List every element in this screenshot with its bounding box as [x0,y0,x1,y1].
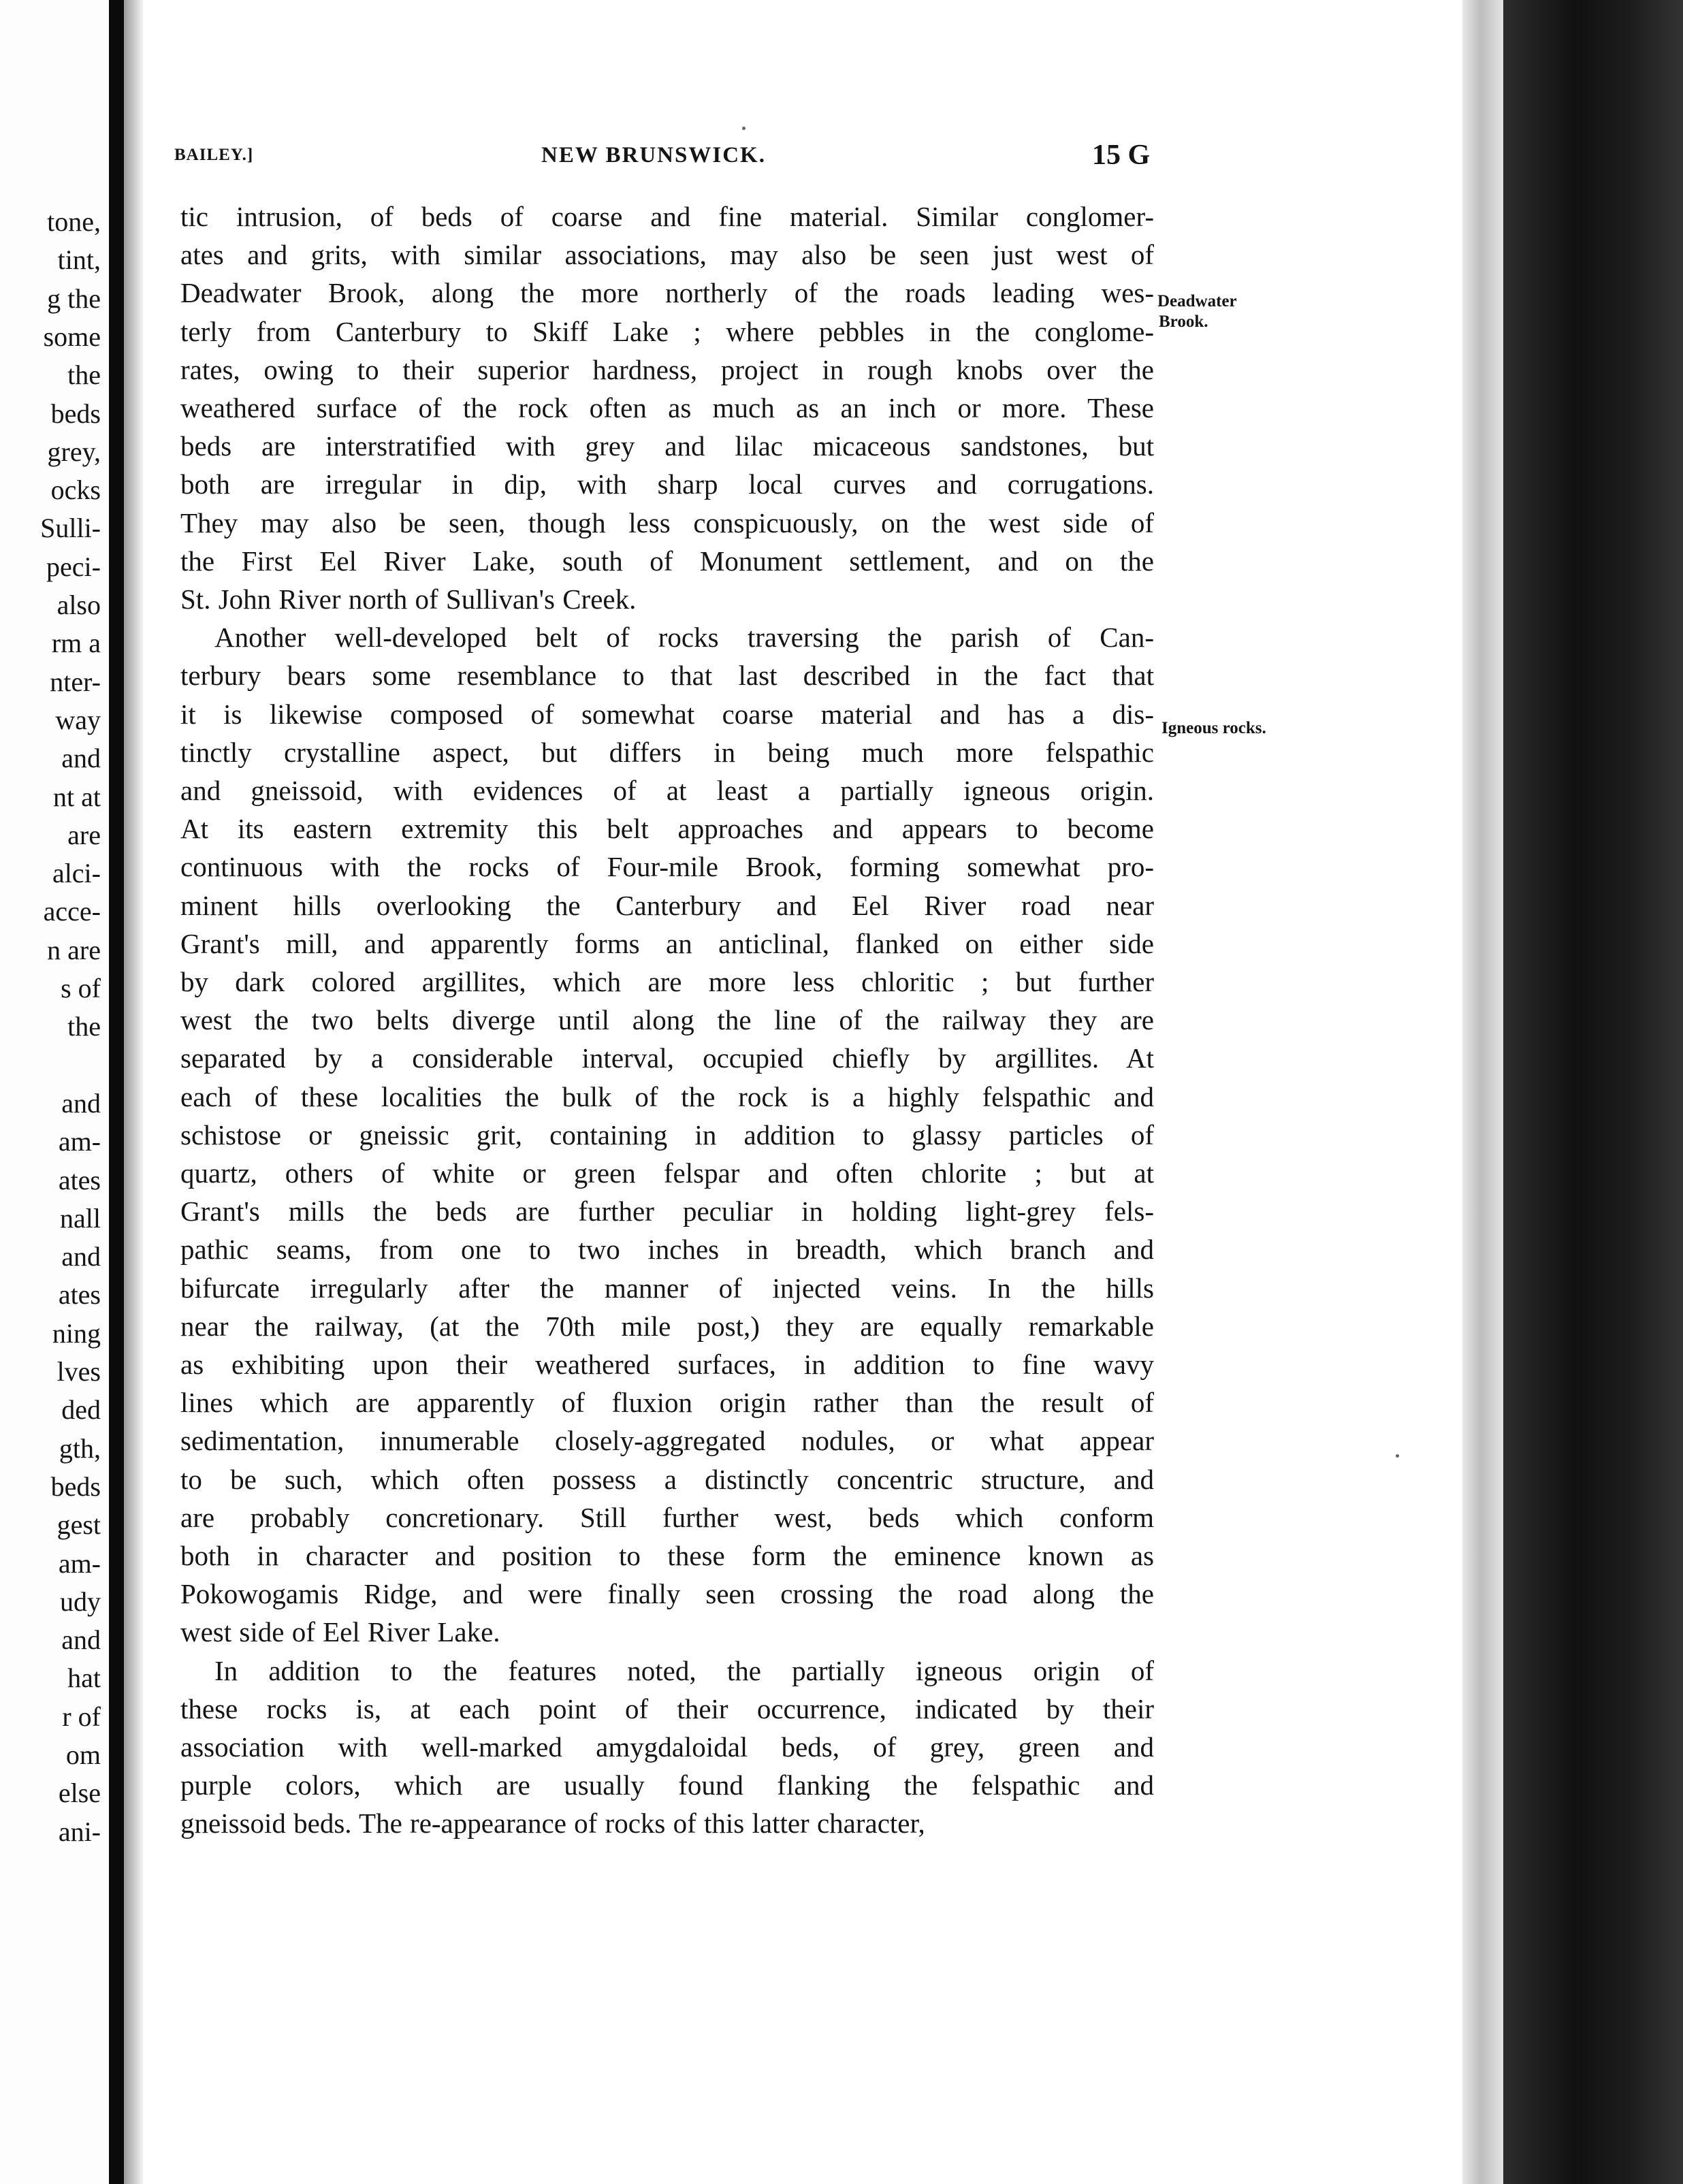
left-page-fragment: nall [60,1202,101,1234]
scan-speck [742,127,746,130]
body-line: St. John River north of Sullivan's Creek. [180,583,637,615]
left-page-fragment: lves [57,1356,101,1387]
left-page-fragment: peci- [46,551,101,582]
page-edge [1462,0,1503,2184]
body-line: schistose or gneissic grit, containing in addition to glassy particles of [180,1119,1154,1151]
body-line: near the railway, (at the 70th mile post,) they are equally remarkable [180,1310,1154,1342]
left-page-fragment: ani- [58,1816,101,1847]
body-line: the First Eel River Lake, south of Monument settlement, and on the [180,545,1154,577]
body-line: west the two belts diverge until along the line of the railway they are [180,1004,1154,1036]
body-line: continuous with the rocks of Four-mile Brook, forming somewhat pro- [180,851,1154,883]
left-page-fragment: nt at [53,781,101,812]
left-page-fragment: also [57,590,101,620]
body-line: are probably concretionary. Still further west, beds which conform [180,1501,1154,1533]
gutter-shadow [124,0,143,2184]
body-line: these rocks is, at each point of their occurrence, indicated by their [180,1692,1154,1724]
left-page-fragment: s of [61,973,101,1003]
left-page-fragment: n are [47,934,101,965]
scan-speck [1396,1454,1399,1458]
body-line: each of these localities the bulk of the rock is a highly felspathic and [180,1080,1154,1112]
body-line: In addition to the features noted, the partially igneous origin of [214,1654,1154,1686]
body-line: Another well-developed belt of rocks traversing the parish of Can- [214,622,1154,654]
left-page-fragment: r of [62,1701,101,1732]
left-page-fragment: and [61,1241,101,1272]
body-line: purple colors, which are usually found flanking the felspathic and [180,1769,1154,1801]
left-page-fragment: hat [67,1663,101,1694]
running-head-author: BAILEY.] [174,146,254,164]
body-line: At its eastern extremity this belt approaches and appears to become [180,813,1154,845]
left-page-fragment: rm a [51,628,101,659]
body-line: quartz, others of white or green felspar and often chlorite ; but at [180,1157,1154,1189]
left-page-fragment: ning [52,1317,101,1349]
body-line: Pokowogamis Ridge, and were finally seen crossing the road along the [180,1578,1154,1610]
body-line: Grant's mills the beds are further peculiar in holding light-grey fels- [180,1195,1154,1227]
body-line: as exhibiting upon their weathered surfaces, in addition to fine wavy [180,1349,1154,1380]
left-page-fragment: ates [58,1164,101,1195]
left-page-fragment: om [65,1739,101,1770]
body-line: west side of Eel River Lake. [180,1616,500,1648]
left-page-fragment: Sulli- [40,513,101,544]
left-page-fragment: am- [58,1126,101,1157]
left-page-fragment: gth, [59,1432,101,1464]
body-line: ates and grits, with similar associations, may also be seen just west of [180,239,1154,271]
left-page-fragment: grey, [47,436,101,467]
running-head-title: NEW BRUNSWICK. [541,143,766,167]
body-line: association with well-marked amygdaloidal beds, of grey, green and [180,1731,1154,1763]
left-page-fragment: acce- [43,896,101,927]
left-page-fragment: nter- [50,666,101,697]
left-page-fragment: beds [50,398,101,429]
body-line: weathered surface of the rock often as much as an inch or more. These [180,392,1154,423]
margin-note-line: Igneous rocks. [1161,719,1266,737]
body-line: to be such, which often possess a distinctly concentric structure, and [180,1463,1154,1495]
left-page-fragment: else [58,1778,101,1809]
margin-note-deadwater [1157,291,1237,332]
page-gutter [109,0,124,2184]
book-edge-shadow [1503,0,1683,2184]
left-page-fragment: are [67,819,101,850]
left-page-fragment: way [55,704,101,735]
margin-note-igneous [1161,718,1266,739]
left-page-fragment: am- [58,1547,101,1579]
left-page-fragment: the [67,359,101,391]
margin-note-line: Brook. [1159,312,1208,331]
body-line: and gneissoid, with evidences of at least a partially igneous origin. [180,775,1154,806]
left-page-fragment: ocks [50,475,101,506]
body-line: both are irregular in dip, with sharp local curves and corrugations. [180,468,1154,500]
body-line: by dark colored argillites, which are more less chloritic ; but further [180,966,1154,997]
left-page-fragment: ates [58,1279,101,1311]
left-page-fragment: tint, [57,244,101,276]
left-page-fragment: and [61,743,101,774]
left-page-fragment: tone, [47,206,101,237]
body-line: separated by a considerable interval, occupied chiefly by argillites. At [180,1042,1154,1074]
left-page-fragment: gest [57,1509,101,1541]
body-line: Grant's mill, and apparently forms an anticlinal, flanked on either side [180,927,1154,959]
left-page-fragment: g the [47,283,101,314]
body-line: gneissoid beds. The re-appearance of rocks of this latter character, [180,1808,925,1840]
left-page-fragment: and [61,1087,101,1119]
left-page-fragment: the [67,1011,101,1042]
left-page-fragment: some [43,321,101,352]
body-line: bifurcate irregularly after the manner of injected veins. In the hills [180,1272,1154,1304]
body-line: it is likewise composed of somewhat coarse material and has a dis- [180,698,1154,730]
margin-note-line: Deadwater [1157,292,1237,310]
left-page-fragment: alci- [52,858,101,889]
body-line: terbury bears some resemblance to that last described in the fact that [180,660,1154,692]
body-line: beds are interstratified with grey and lilac micaceous sandstones, but [180,430,1154,462]
body-line: Deadwater Brook, along the more northerly of the roads leading wes- [180,277,1154,309]
body-line: sedimentation, innumerable closely-aggregated nodules, or what appear [180,1425,1154,1457]
left-page-fragment: udy [60,1586,101,1617]
body-line: rates, owing to their superior hardness, project in rough knobs over the [180,353,1154,385]
left-page-fragment: beds [50,1471,101,1502]
body-line: They may also be seen, though less conspicuously, on the west side of [180,507,1154,539]
body-line: minent hills overlooking the Canterbury and Eel River road near [180,889,1154,921]
body-line: terly from Canterbury to Skiff Lake ; where pebbles in the conglome- [180,315,1154,347]
body-line: tinctly crystalline aspect, but differs in being much more felspathic [180,736,1154,768]
body-line: both in character and position to these form the eminence known as [180,1540,1154,1571]
left-facing-page [0,0,109,2184]
body-line: pathic seams, from one to two inches in breadth, which branch and [180,1234,1154,1266]
left-page-fragment: and [61,1624,101,1656]
page-number: 15 G [1092,140,1151,171]
body-line: tic intrusion, of beds of coarse and fine material. Similar conglomer- [180,201,1154,232]
left-page-fragment: ded [61,1394,101,1426]
body-line: lines which are apparently of fluxion origin rather than the result of [180,1387,1154,1419]
